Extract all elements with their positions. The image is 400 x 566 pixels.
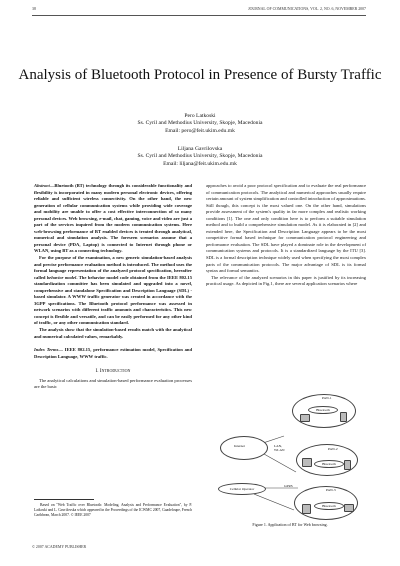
left-column — [34, 183, 192, 391]
abstract-p3: The analysis show that the simulation-based results match with the analytical and numerical calculated values, remarkably. — [34, 327, 192, 339]
author-affiliation: Ss. Cyril and Methodius University, Skopje, Macedonia — [137, 153, 263, 160]
page-number: 38 — [32, 7, 36, 11]
author-email: Email: pero@feit.ukim.edu.mk — [165, 127, 235, 134]
bluetooth-label: Bluetooth — [308, 406, 338, 414]
pan-3-label: PAN-3 — [326, 488, 336, 492]
author-name: Pero Latkoski — [184, 113, 216, 119]
abstract-p2: For the purpose of the examination, a new generic simulation-based analysis and precise performance evaluation method is introduced. The method uses the formal language representation of the analyzed protocol specification, hereafter called behavior model. The behavior model code obtained from the IEEE 802.15 standardization committee has been simulated and upgraded into a novel, comprehensive and standalone Specification and Description Language (SDL) - based simulator. A WWW traffic generator was created in accordance with the 3GPP specifications. The Bluetooth protocol performance was assessed in network scenarios with different traffic amounts and characteristics. This new concept is flexible and versatile, and can be easily performed for any other kind of traffic, or any other communication standard. — [34, 255, 193, 326]
intro-p1: The analytical calculations and simulation-based performance evaluation processes are the basic — [34, 377, 192, 390]
pan-2-label: PAN-2 — [328, 447, 338, 451]
laptop-icon — [344, 504, 354, 512]
copyright: © 2007 ACADEMY PUBLISHER — [32, 545, 87, 549]
bluetooth-label: Bluetooth — [314, 460, 344, 468]
right-p2: The relevance of the analyzed scenarios in this paper is justified by its increasing practical usage. As depicted in Fig.1, there are several application scenarios where — [206, 274, 366, 287]
internet-label: Internet — [234, 444, 245, 448]
pan-1-label: PAN-1 — [322, 396, 332, 400]
right-p1: approaches to avoid a poor protocol specification and to evaluate the real performance of communication protocols. The analytical and numerical approaches usually require certain amount of system simplification and controlled introduction of approximations. Still though, this concept is the most valued one. On the other hand, simulations provide assessment of the system's quality in far more complex and realistic working conditions [1]. The one and only condition here is to perform a suitable simulation method and to build a comprehensive simulation model. As it is elaborated in [2] and extended here, the Specification and Description Language appears to be the most competitive formal based technique for communication protocol engineering and performance evaluation. The SDL have played a dominate role in the development of communication systems and protocols. It is a standardized language by the ITU [3]. SDL is a formal description technique widely used when specifying the most complex parts of the communication protocols. The major advantage of SDL is its formal syntax and formal semantics. — [206, 183, 366, 274]
bluetooth-label: Bluetooth — [314, 502, 344, 510]
author-name: Liljana Gavrilovska — [177, 146, 223, 152]
internet-cloud — [220, 436, 268, 460]
pda-icon — [340, 412, 347, 422]
lan-label: LAN, WLAN — [274, 444, 285, 453]
abstract-p1: Abstract—Bluetooth (BT) technology through its considerable functionality and flexibility is incorporated in many modern personal electronic devices, offering reliable and sufficient wireless connectivity. On the other hand, the new generation of cellular communication systems while providing wide coverage and mobility are unable to offer a cost effective interconnection of so many personal devices. Web browsing, e-mail, chat, gaming, voice and video are just a part of the services inquired from the modern communication systems. Here web-browsing performance of BT enabled devices is treated through analytical, numerical and simulation analysis. The foreseen scenarios assume that a personal device (PDA, Laptop) is connected to Internet through phone or WLAN, using BT as a connecting technology. — [34, 183, 192, 254]
paper-title: Analysis of Bluetooth Protocol in Presence of Bursty Traffic — [18, 67, 382, 83]
author-email: Email: liljana@feit.ukim.edu.mk — [163, 160, 237, 167]
gprs-label: GPRS — [284, 484, 293, 488]
figure-caption: Figure 1. Application of BT for Web browsing. — [252, 522, 328, 527]
footnote-rule — [34, 499, 94, 500]
right-column — [206, 183, 366, 288]
footnote: Based on "Web Traffic over Bluetooth: Modeling, Analysis and Performance Evaluation", by P. Latkoski and L. Gavrilovska which appeared in the Proceedings of the ICWMC 2007, Guadeloupe, French Caribbean, March 2007. © IEEE 2007 — [34, 503, 192, 518]
laptop-icon — [300, 414, 310, 422]
author-affiliation: Ss. Cyril and Methodius University, Skopje, Macedonia — [137, 120, 263, 127]
header-rule — [32, 15, 366, 16]
index-terms: Index Terms— IEEE 802.15, performance estimation model, Specification and Description Language, WWW traffic. — [34, 347, 192, 359]
figure-1 — [214, 392, 366, 522]
laptop-icon — [302, 458, 312, 467]
section-heading: I. Introduction — [95, 369, 131, 375]
journal-header: JOURNAL OF COMMUNICATIONS, VOL. 2, NO. 6, NOVEMBER 2007 — [248, 7, 366, 11]
phone-icon — [344, 460, 351, 470]
cellular-operator: Cellular Operator — [218, 483, 266, 495]
pda-icon — [302, 504, 311, 514]
author-block-1 — [0, 113, 400, 135]
author-block-2 — [0, 146, 400, 168]
